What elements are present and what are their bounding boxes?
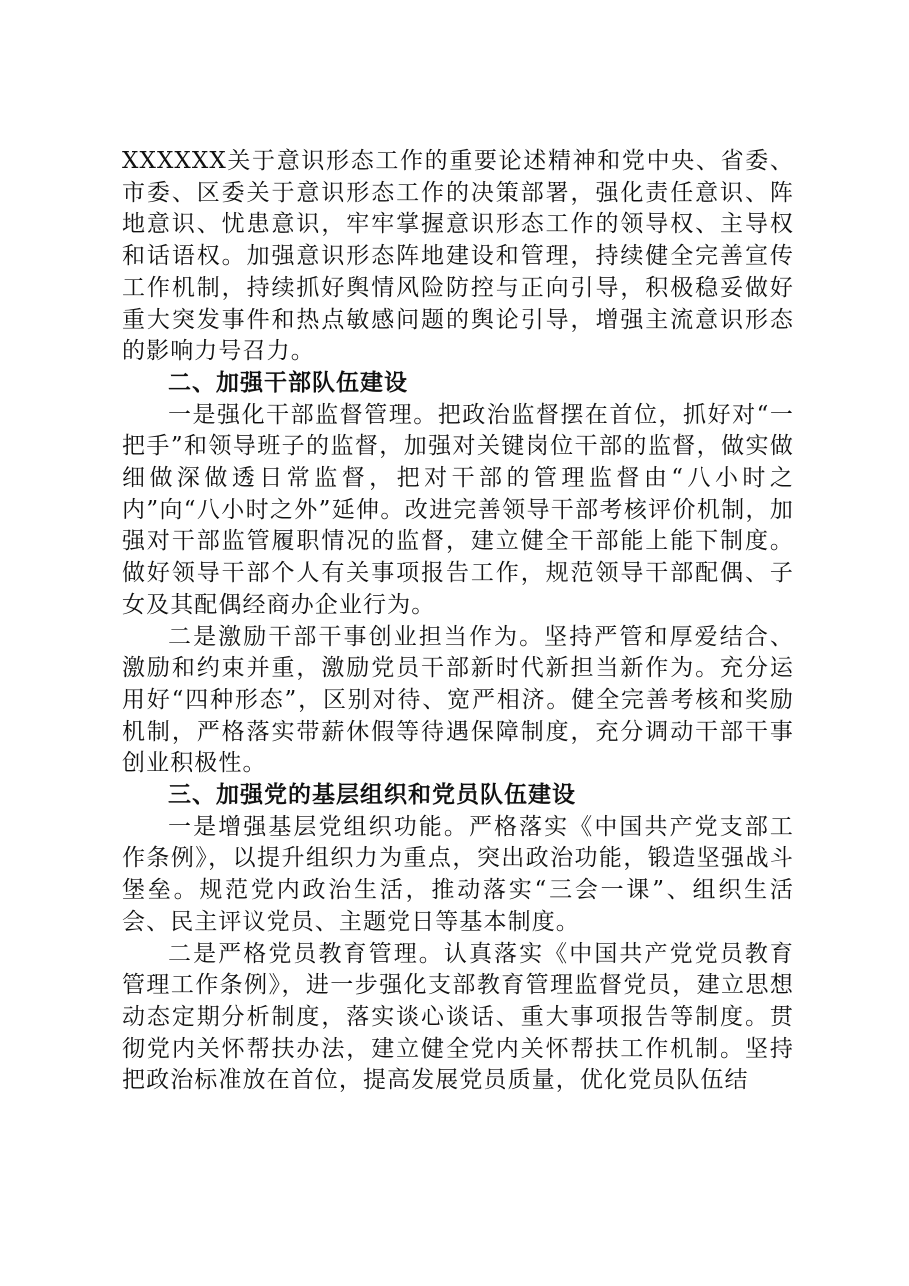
document-body [122,146,794,1097]
paragraph-ideology-work: XXXXXX关于意识形态工作的重要论述精神和党中央、省委、市委、区委关于意识形态工作的决策部署，强化责任意识、阵地意识、忧患意识，牢牢掌握意识形态工作的领导权、主导权和话语权。加强意识形态阵地建设和管理，持续健全完善宣传工作机制，持续抓好舆情风险防控与正向引导，积极稳妥做好重大突发事件和热点敏感问题的舆论引导，增强主流意识形态的影响力号召力。 [122,148,794,365]
paragraph-cadre-supervision: 一是强化干部监督管理。把政治监督摆在首位，抓好对“一把手”和领导班子的监督，加强对关键岗位干部的监督，做实做细做深做透日常监督，把对干部的管理监督由“八小时之内”向“八小时之外”延伸。改进完善领导干部考核评价机制，加强对干部监管履职情况的监督，建立健全干部能上能下制度。做好领导干部个人有关事项报告工作，规范领导干部配偶、子女及其配偶经商办企业行为。 [122,401,794,618]
paragraph-cadre-incentive: 二是激励干部干事创业担当作为。坚持严管和厚爱结合、激励和约束并重，激励党员干部新时代新担当新作为。充分运用好“四种形态”，区别对待、宽严相济。健全完善考核和奖励机制，严格落实带薪休假等待遇保障制度，充分调动干部干事创业积极性。 [122,623,794,777]
paragraph-member-education: 二是严格党员教育管理。认真落实《中国共产党党员教育管理工作条例》，进一步强化支部教育管理监督党员，建立思想动态定期分析制度，落实谈心谈话、重大事项报告等制度。贯彻党内关怀帮扶办法，建立健全党内关怀帮扶工作机制。坚持把政治标准放在首位，提高发展党员质量，优化党员队伍结 [122,940,794,1094]
paragraph-grassroots-function: 一是增强基层党组织功能。严格落实《中国共产党支部工作条例》，以提升组织力为重点，突出政治功能，锻造坚强战斗堡垒。规范党内政治生活，推动落实“三会一课”、组织生活会、民主评议党员、主题党日等基本制度。 [122,813,794,935]
section-heading-cadre-team: 二、加强干部队伍建设 [168,369,408,396]
section-heading-grassroots-organization: 三、加强党的基层组织和党员队伍建设 [168,782,576,809]
